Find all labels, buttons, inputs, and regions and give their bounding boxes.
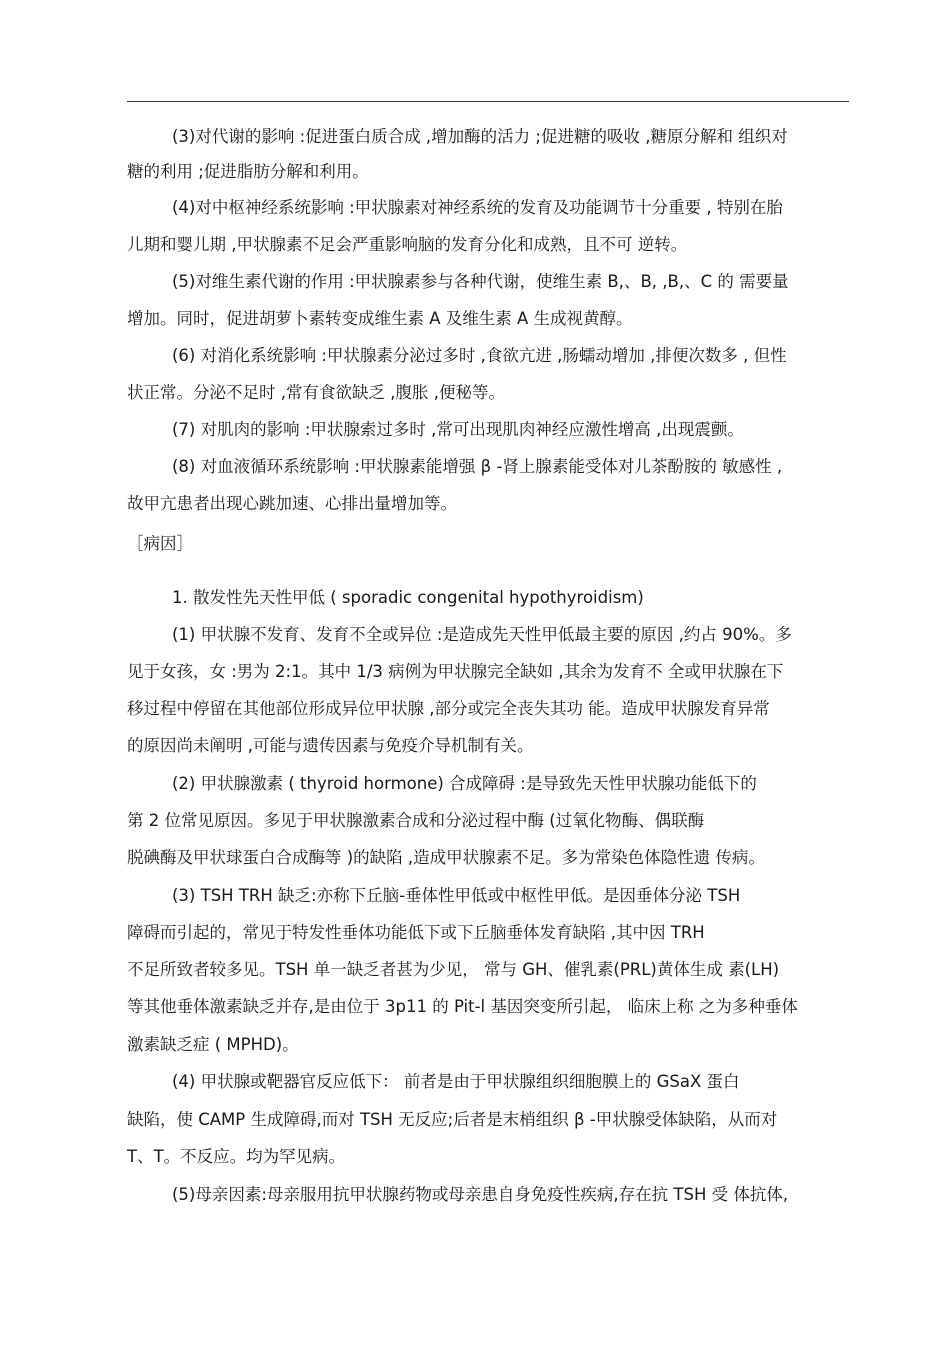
text-line: 儿期和婴儿期 ,甲状腺素不足会严重影响脑的发育分化和成熟，且不可 逆转。: [127, 235, 688, 254]
header-rule: [127, 101, 849, 102]
text-line: T、T。不反应。均为罕见病。: [127, 1147, 346, 1166]
text-line: 缺陷，使 CAMP 生成障碍,而对 TSH 无反应;后者是末梢组织 β -甲状腺受体缺陷，从而对: [127, 1110, 778, 1129]
text-line: 移过程中停留在其他部位形成异位甲状腺 ,部分或完全丧失其功 能。造成甲状腺发育异常: [127, 699, 770, 718]
text-line: 等其他垂体激素缺乏并存,是由位于 3p11 的 Pit-l 基因突变所引起， 临床上称 之为多种垂体: [127, 997, 798, 1016]
text-line: 障碍而引起的，常见于特发性垂体功能低下或下丘脑垂体发育缺陷 ,其中因 TRH: [127, 923, 705, 942]
section-heading: ［病因］: [127, 534, 193, 553]
text-line: 见于女孩，女 :男为 2:1。其中 1/3 病例为甲状腺完全缺如 ,其余为发育不 全或甲状腺在下: [127, 662, 784, 681]
text-line: 脱碘酶及甲状球蛋白合成酶等 )的缺陷 ,造成甲状腺素不足。多为常染色体隐性遗 传病。: [127, 848, 765, 867]
text-line: (5)对维生素代谢的作用 :甲状腺素参与各种代谢，使维生素 B,、B, ,B,、C 的 需要量: [172, 272, 789, 291]
text-line: 的原因尚未阐明 ,可能与遗传因素与免疫介导机制有关。: [127, 736, 534, 755]
text-line: (5)母亲因素:母亲服用抗甲状腺药物或母亲患自身免疫性疾病,存在抗 TSH 受 体抗体,: [172, 1185, 789, 1204]
text-line: (2) 甲状腺激素 ( thyroid hormone) 合成障碍 :是导致先天性甲状腺功能低下的: [172, 774, 757, 793]
text-line: (3)对代谢的影响 :促进蛋白质合成 ,增加酶的活力 ;促进糖的吸收 ,糖原分解和 组织对: [172, 127, 788, 146]
text-line: 1. 散发性先天性甲低 ( sporadic congenital hypothyroidism): [172, 588, 644, 607]
text-line: (8) 对血液循环系统影响 :甲状腺素能增强 β -肾上腺素能受体对儿茶酚胺的 敏感性 ,: [172, 457, 783, 476]
text-line: 第 2 位常见原因。多见于甲状腺激素合成和分泌过程中酶 (过氧化物酶、偶联酶: [127, 811, 705, 830]
text-line: 状正常。分泌不足时 ,常有食欲缺乏 ,腹胀 ,便秘等。: [127, 383, 505, 402]
text-line: 不足所致者较多见。TSH 单一缺乏者甚为少见， 常与 GH、催乳素(PRL)黄体生成 素(LH): [127, 960, 780, 979]
text-line: 增加。同时，促进胡萝卜素转变成维生素 A 及维生素 A 生成视黄醇。: [127, 309, 633, 328]
text-line: (1) 甲状腺不发育、发育不全或异位 :是造成先天性甲低最主要的原因 ,约占 90%。多: [172, 625, 792, 644]
text-line: (3) TSH TRH 缺乏:亦称下丘脑-垂体性甲低或中枢性甲低。是因垂体分泌 TSH: [172, 886, 741, 905]
text-line: (7) 对肌肉的影响 :甲状腺索过多时 ,常可出现肌肉神经应激性增高 ,出现震颤。: [172, 420, 744, 439]
text-line: (4)对中枢神经系统影响 :甲状腺素对神经系统的发育及功能调节十分重要 , 特别在胎: [172, 198, 783, 217]
text-line: (6) 对消化系统影响 :甲状腺素分泌过多时 ,食欲亢进 ,肠蠕动增加 ,排便次数多 , 但性: [172, 346, 787, 365]
text-line: 激素缺乏症 ( MPHD)。: [127, 1035, 299, 1054]
text-line: (4) 甲状腺或靶器官反应低下： 前者是由于甲状腺组织细胞膜上的 GSaX 蛋白: [172, 1072, 740, 1091]
text-line: 故甲亢患者出现心跳加速、心排出量增加等。: [127, 494, 457, 513]
text-line: 糖的利用 ;促进脂肪分解和利用。: [127, 162, 369, 181]
